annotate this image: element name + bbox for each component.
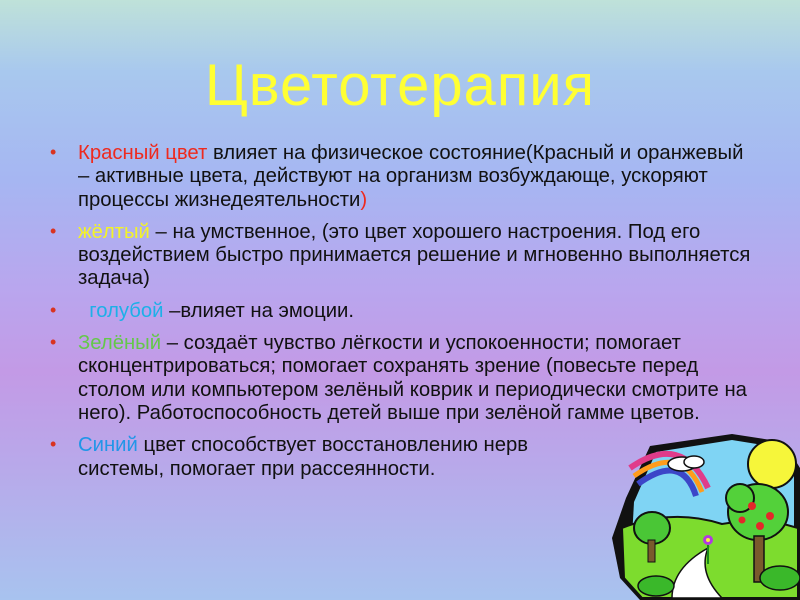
bullet-item-red [44,142,754,212]
bullet-icon: • [50,332,57,353]
light-blue-color-label: голубой [89,299,164,322]
blue-color-label: Синий [78,434,138,457]
bullet-icon: • [50,434,57,455]
bullet-icon: • [50,220,57,241]
bullet-item-yellow [44,221,754,291]
yellow-description: – на умственное, (это цвет хорошего настроения. Под его воздействием быстро принимается решение и мгновенно выполняется задача) [78,220,751,290]
bullet-icon: • [50,142,57,162]
bullet-item-light-blue [44,300,754,323]
light-blue-description: –влияет на эмоции. [163,299,354,322]
red-closing-paren: ) [360,188,368,211]
red-color-label: Красный цвет [78,142,208,164]
bullet-item-green [44,332,754,425]
blue-description: цвет способствует восстановлению нерв [137,434,529,457]
slide-title: Цветотерапия [204,53,596,118]
green-color-label: Зелёный [78,332,162,355]
red-description: влияет на физическое состояние(Красный и оранжевый – активные цвета, действуют на организм возбуждающе, ускоряют процессы жизнедеятельности [78,142,744,211]
yellow-color-label: жёлтый [78,220,150,243]
green-description: – создаёт чувство лёгкости и успокоенности; помогает сконцентрироваться; помогает сохранять зрение (повесьте перед столом или компьютером зелёный коврик и периодически смотрите на него). Работоспособность детей выше при зелёной гамме цветов. [78,332,747,424]
nature-landscape-clipart-icon [612,428,800,600]
light-blue-leading-space [78,300,89,322]
bullet-icon: • [50,299,57,320]
blue-description-line2: системы, помогает при рассеянности. [78,457,436,480]
